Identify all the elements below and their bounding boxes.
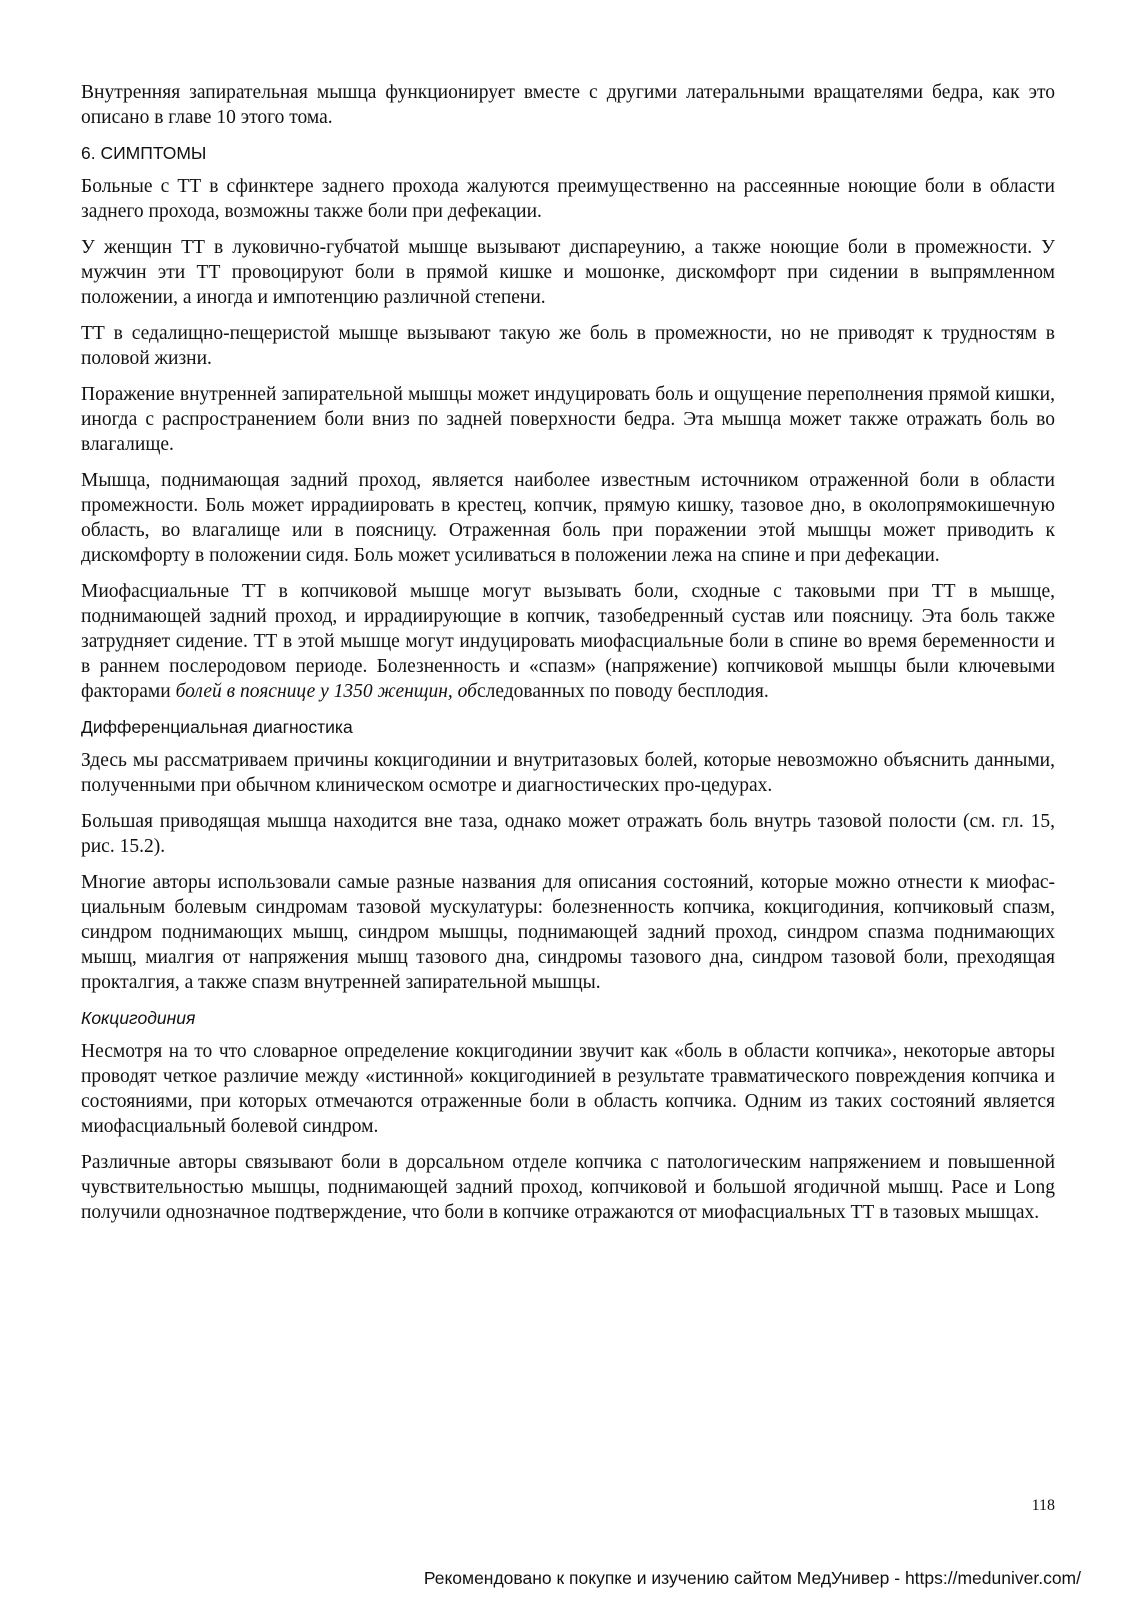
paragraph-levator-ani: Мышца, поднимающая задний проход, является наиболее известным источником отраженной боли в области промежности. Боль может иррадиировать в крестец, копчик, прямую кишку, тазовое дно, в околопрямокишечную область, во влагалище или в поясницу. Отраженная боль при поражении этой мышцы может приводить к дискомфорту в положении сидя. Боль может усиливаться в положении лежа на спине и при дефекации. (81, 470, 1055, 566)
section-heading-coccygodynia: Кокцигодиния (81, 1008, 196, 1028)
footer-recommendation: Рекомендовано к покупке и изучению сайтом МедУнивер - https://meduniver.com/ (423, 1568, 1081, 1588)
section-heading-differential-diagnosis: Дифференциальная диагностика (81, 717, 353, 737)
paragraph-internal-obturator: Поражение внутренней запирательной мышцы может индуцировать боль и ощущение переполнения прямой кишки, иногда с распространением боли вниз по задней поверхности бедра. Эта мышца может также отражать боль во влагалище. (81, 384, 1055, 455)
paragraph-coccygodynia-causes: Здесь мы рассматриваем причины кокцигодинии и внутритазовых болей, которые невозможно объяснить данными, полученными при обычном клиническом осмотре и диагностических про-цедурах. (81, 750, 1055, 796)
page-content (81, 80, 1055, 1236)
page-number: 118 (1031, 1497, 1055, 1514)
section-heading-symptoms: 6. СИМПТОМЫ (81, 143, 207, 163)
paragraph-coccygodynia-definition: Несмотря на то что словарное определение кокцигодинии звучит как «боль в области копчика», некоторые авторы проводят четкое различие между «истинной» кокцигодинией в результате травматического повреждения копчика и состояниями, при которых отмечаются отраженные боли в область копчика. Одним из таких состояний является миофасциальный болевой синдром. (81, 1041, 1055, 1137)
paragraph-syndrome-names: Многие авторы использовали самые разные названия для описания состояний, которые можно отнести к миофас-циальным болевым синдромам тазовой мускулатуры: болезненность копчика, кокцигодиния, копчиковый спазм, синдром поднимающих мышц, синдром мышцы, поднимающей задний проход, синдром спазма поднимающих мышц, миалгия от напряжения мышц тазового дна, синдромы тазового дна, синдром тазовой боли, преходящая прокталгия, а также спазм внутренней запирательной мышцы. (81, 872, 1055, 993)
paragraph-obturator-function: Внутренняя запирательная мышца функционирует вместе с другими латеральными вращателями бедра, как это описано в главе 10 этого тома. (81, 82, 1055, 128)
paragraph-ischiocavernosus: ТТ в седалищно-пещеристой мышце вызывают такую же боль в промежности, но не приводят к трудностям в половой жизни. (81, 323, 1055, 369)
paragraph-anal-sphincter: Больные с ТТ в сфинктере заднего прохода жалуются преимущественно на рассеянные ноющие боли в области заднего прохода, возможны также боли при дефекации. (81, 176, 1055, 222)
paragraph-coccygeus (81, 579, 1055, 704)
paragraph-coccygeus-text: Миофасциальные ТТ в копчиковой мышце могут вызывать боли, сходные с таковыми при ТТ в мышце, поднимающей задний проход, и иррадиирующие в копчик, тазобедренный сустав или поясницу. Эта боль также затрудняет сидение. ТТ в этой мышце могут индуцировать миофасциальные боли в спине во время беременности и в раннем послеродовом периоде. Болезненность и «спазм» (напряжение) копчиковой мышцы были ключевыми факторами (81, 581, 1055, 702)
paragraph-dorsal-coccyx-pain: Различные авторы связывают боли в дорсальном отделе копчика с патологическим напряжением и повышенной чувствительностью мышцы, поднимающей задний проход, копчиковой и большой ягодичной мышц. Pace и Long получили однозначное подтверждение, что боли в копчике отражаются от миофасциальных ТТ в тазовых мышцах. (81, 1152, 1055, 1223)
paragraph-coccygeus-italic: болей в пояснице у 1350 женщин, об (175, 681, 477, 702)
paragraph-adductor-magnus: Большая приводящая мышца находится вне таза, однако может отражать боль внутрь тазовой полости (см. гл. 15, рис. 15.2). (81, 811, 1055, 857)
paragraph-coccygeus-end: следованных по поводу бесплодия. (476, 681, 769, 702)
paragraph-bulbospongiosus: У женщин ТТ в луковично-губчатой мышце вызывают диспареунию, а также ноющие боли в промежности. У мужчин эти ТТ провоцируют боли в прямой кишке и мошонке, дискомфорт при сидении в выпрямленном положении, а иногда и импотенцию различной степени. (81, 237, 1055, 308)
